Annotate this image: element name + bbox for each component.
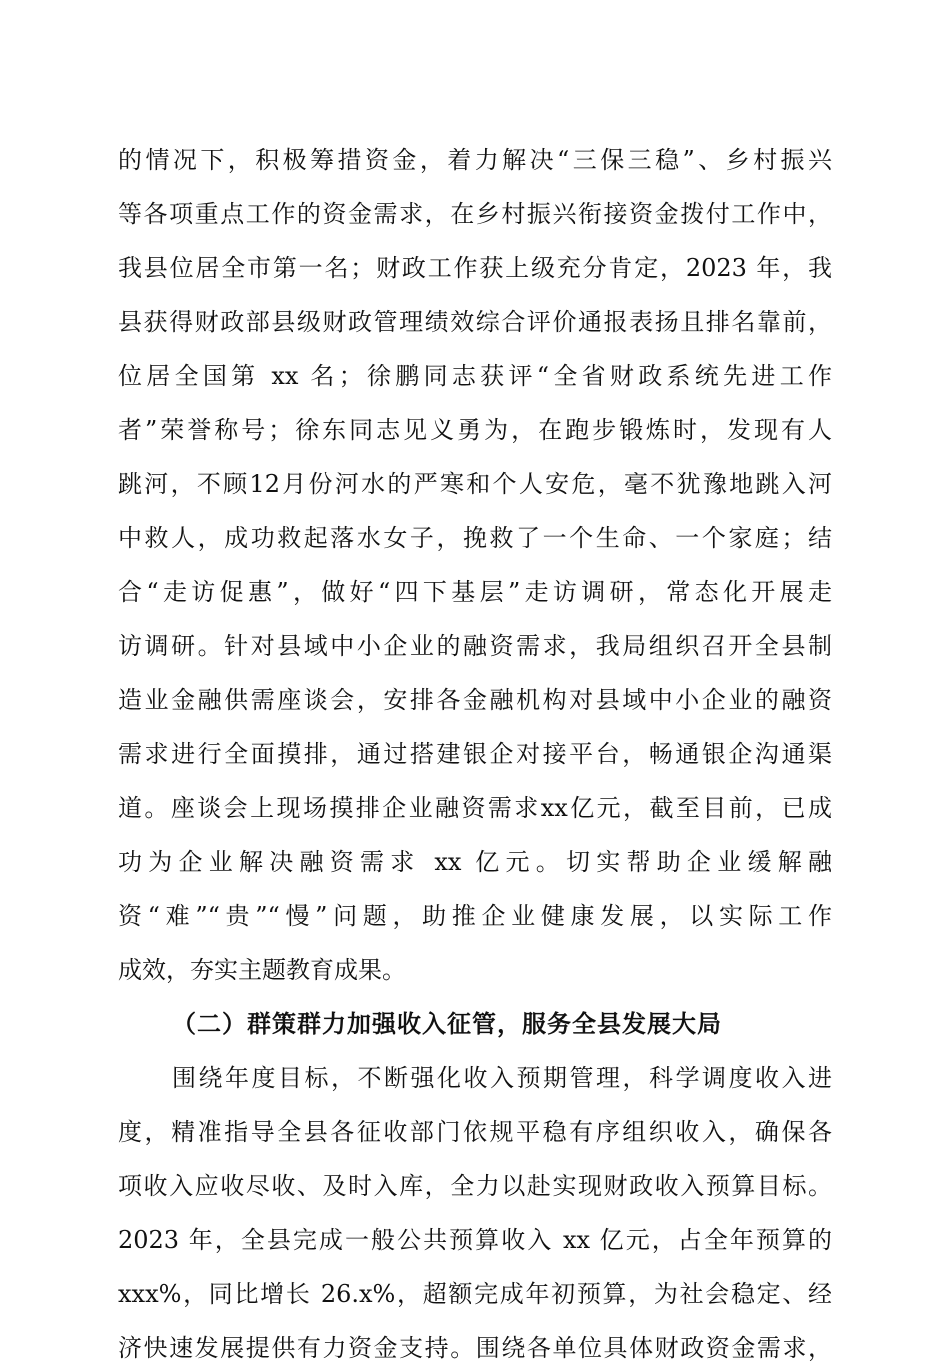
paragraph-line: 项收入应收尽收、及时入库，全力以赴实现财政收入预算目标。 [118, 1172, 832, 1200]
paragraph-line: 围绕年度目标，不断强化收入预期管理，科学调度收入进 [172, 1064, 832, 1092]
paragraph-line: 2023 年，全县完成一般公共预算收入 xx 亿元，占全年预算的 [118, 1226, 832, 1254]
paragraph-line: 中救人，成功救起落水女子，挽救了一个生命、一个家庭；结 [118, 524, 832, 552]
paragraph-line: 造业金融供需座谈会，安排各金融机构对县域中小企业的融资 [118, 686, 832, 714]
paragraph-line: 位居全国第 xx 名；徐鹏同志获评“全省财政系统先进工作 [118, 362, 832, 390]
paragraph-line: 成效，夯实主题教育成果。 [118, 956, 406, 984]
paragraph-line: 等各项重点工作的资金需求，在乡村振兴衔接资金拨付工作中， [118, 200, 832, 228]
paragraph-line: 资“难”“贵”“慢”问题，助推企业健康发展，以实际工作 [118, 902, 832, 930]
paragraph-line: xxx%，同比增长 26.x%，超额完成年初预算，为社会稳定、经 [118, 1280, 832, 1308]
paragraph-line: 我县位居全市第一名；财政工作获上级充分肯定，2023 年，我 [118, 254, 832, 282]
paragraph-line: 度，精准指导全县各征收部门依规平稳有序组织收入，确保各 [118, 1118, 832, 1146]
paragraph-line: 功为企业解决融资需求 xx 亿元。切实帮助企业缓解融 [118, 848, 832, 876]
paragraph-line: 需求进行全面摸排，通过搭建银企对接平台，畅通银企沟通渠 [118, 740, 832, 768]
paragraph-line: 合“走访促惠”，做好“四下基层”走访调研，常态化开展走 [118, 578, 832, 606]
paragraph-line: 济快速发展提供有力资金支持。围绕各单位具体财政资金需求， [118, 1334, 832, 1362]
paragraph-line: 道。座谈会上现场摸排企业融资需求xx亿元，截至目前，已成 [118, 794, 832, 822]
paragraph-line: 者”荣誉称号；徐东同志见义勇为，在跑步锻炼时，发现有人 [118, 416, 832, 444]
paragraph-line: 跳河，不顾12月份河水的严寒和个人安危，毫不犹豫地跳入河 [118, 470, 832, 498]
paragraph-line: 县获得财政部县级财政管理绩效综合评价通报表扬且排名靠前， [118, 308, 832, 336]
paragraph-line: 访调研。针对县域中小企业的融资需求，我局组织召开全县制 [118, 632, 832, 660]
paragraph-line: 的情况下，积极筹措资金，着力解决“三保三稳”、乡村振兴 [118, 146, 832, 174]
section-heading: （二）群策群力加强收入征管，服务全县发展大局 [172, 1010, 722, 1038]
